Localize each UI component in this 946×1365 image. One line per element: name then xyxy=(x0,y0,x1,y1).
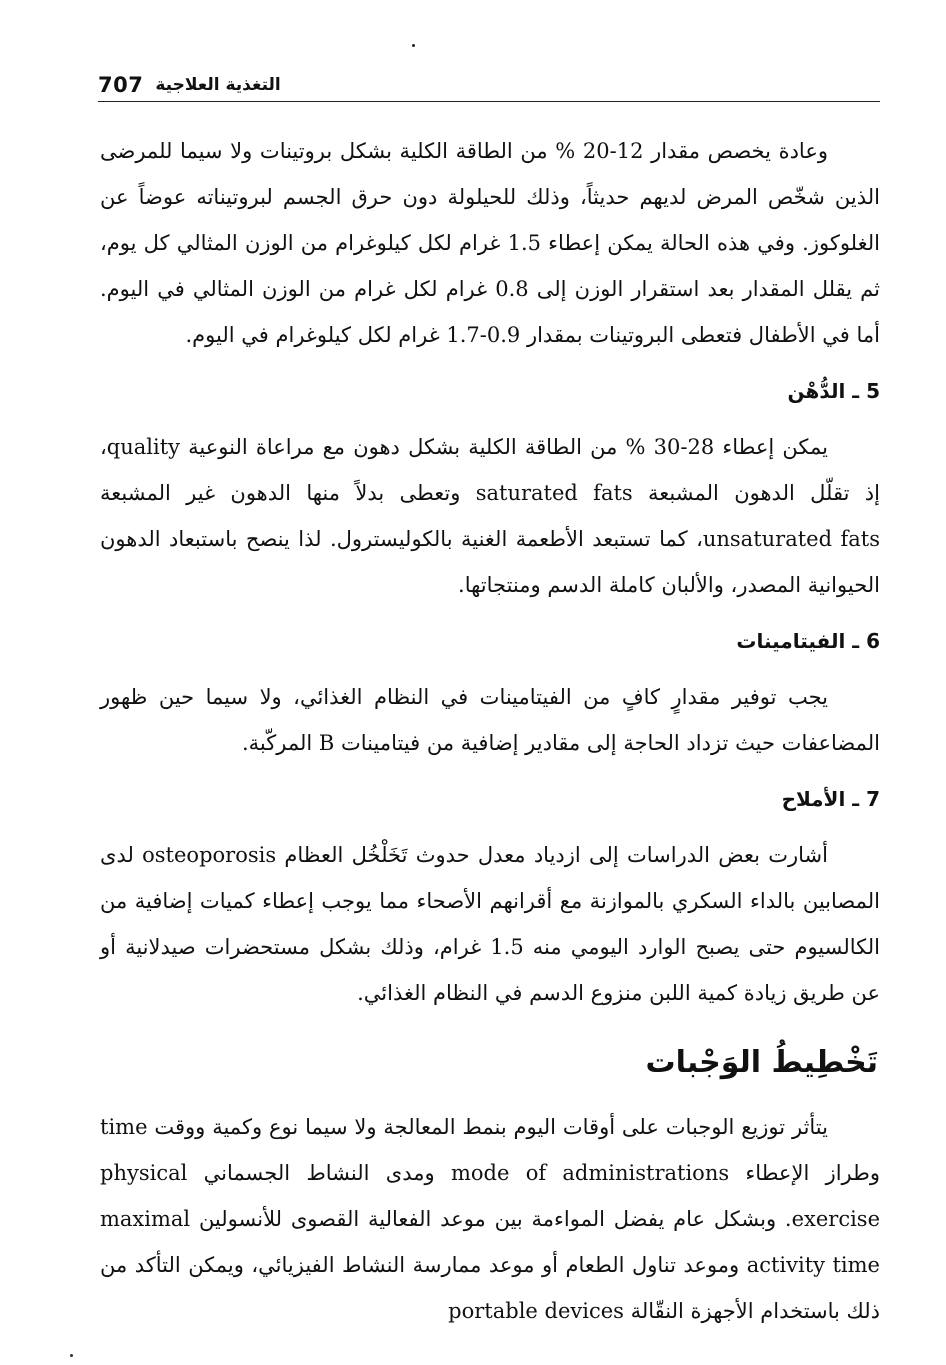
scan-speck-bottom xyxy=(70,1354,73,1357)
header-rule xyxy=(98,101,880,102)
scan-speck xyxy=(412,44,415,47)
paragraph-fats: يمكن إعطاء 28-30 % من الطاقة الكلية بشكل دهون مع مراعاة النوعية quality، إذ تقلّل الدهون المشبعة saturated fats وتعطى بدلاً منها الدهون غير المشبعة unsaturated fats، كما تستبعد الأطعمة الغنية بالكوليسترول. لذا ينصح باستبعاد الدهون الحيوانية المصدر، والألبان كاملة الدسم ومنتجاتها. xyxy=(100,435,880,597)
paragraph-proteins: وعادة يخصص مقدار 12-20 % من الطاقة الكلية بشكل بروتينات ولا سيما للمرضى الذين شخّص المرض لديهم حديثاً، وذلك للحيلولة دون حرق الجسم لبروتيناته عوضاً عن الغلوكوز. وفي هذه الحالة يمكن إعطاء 1.5 غرام لكل كيلوغرام من الوزن المثالي كل يوم، ثم يقلل المقدار بعد استقرار الوزن إلى 0.8 غرام لكل غرام من الوزن المثالي في اليوم. أما في الأطفال فتعطى البروتينات بمقدار 0.9-1.7 غرام لكل كيلوغرام في اليوم. xyxy=(100,139,881,347)
paragraph-minerals: أشارت بعض الدراسات إلى ازدياد معدل حدوث تَخَلْخُل العظام osteoporosis لدى المصابين بالداء السكري بالموازنة مع أقرانهم الأصحاء مما يوجب إعطاء كميات إضافية من الكالسيوم حتى يصبح الوارد اليومي منه 1.5 غرام، وذلك بشكل مستحضرات صيدلانية أو عن طريق زيادة كمية اللبن منزوع الدسم في النظام الغذائي. xyxy=(100,843,880,1005)
paragraph-vitamins: يجب توفير مقدارٍ كافٍ من الفيتامينات في النظام الغذائي، ولا سيما حين ظهور المضاعفات حيث تزداد الحاجة إلى مقادير إضافية من فيتامينات B المركّبة. xyxy=(100,685,880,755)
paragraph-meal-planning: يتأثر توزيع الوجبات على أوقات اليوم بنمط المعالجة ولا سيما نوع وكمية ووقت time وطراز الإعطاء mode of administrations ومدى النشاط الجسماني physical exercise. وبشكل عام يفضل المواءمة بين موعد الفعالية القصوى للأنسولين maximal activity time وموعد تناول الطعام أو موعد ممارسة النشاط الفيزيائي، ويمكن التأكد من ذلك باستخدام الأجهزة النقّالة portable devices xyxy=(100,1115,880,1323)
heading-minerals: 7 ـ الأملاح xyxy=(781,787,880,811)
running-header xyxy=(98,70,840,100)
page-body xyxy=(100,128,880,1334)
page-number: 707 xyxy=(98,73,144,97)
heading-fats: 5 ـ الدُّهْن xyxy=(787,379,880,403)
heading-vitamins: 6 ـ الفيتامينات xyxy=(736,629,880,653)
heading-meal-planning: تَخْطِيطُ الوَجْبات xyxy=(645,1045,878,1080)
running-title: التغذية العلاجية xyxy=(155,75,281,95)
